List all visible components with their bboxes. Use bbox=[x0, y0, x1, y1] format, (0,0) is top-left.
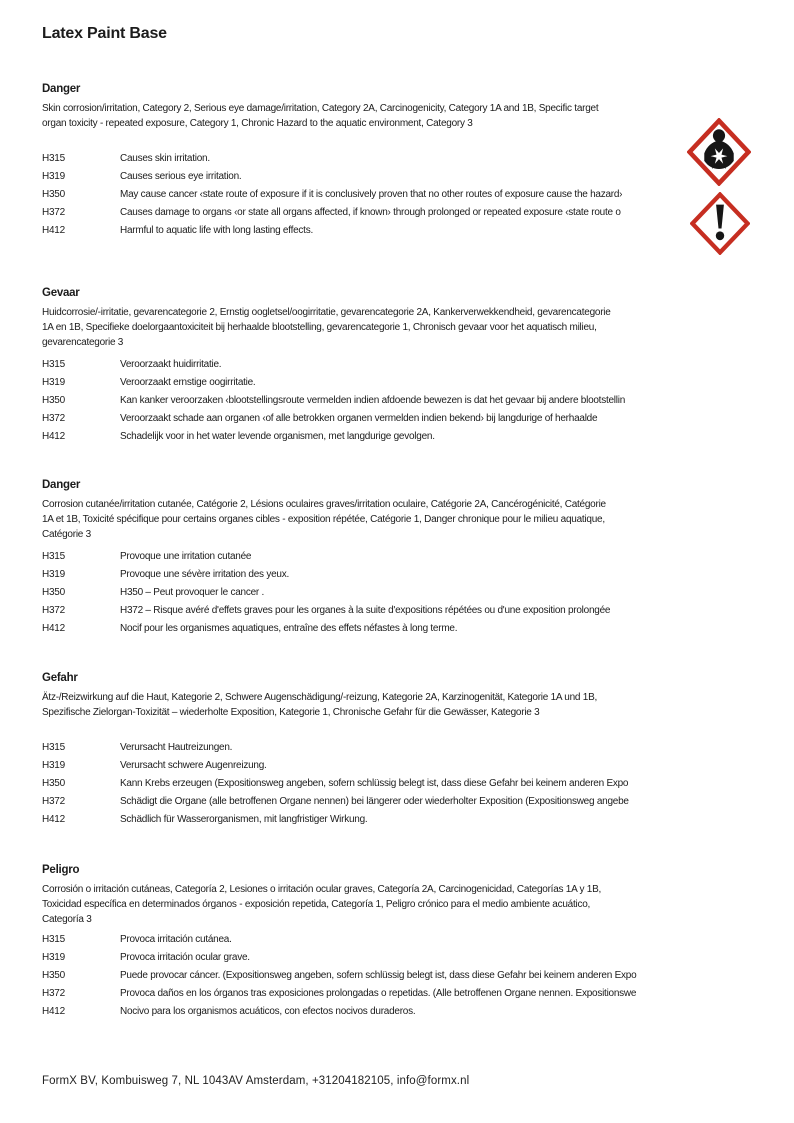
hazard-text: Provoque une irritation cutanée bbox=[120, 551, 252, 562]
hazard-code: H372 bbox=[42, 988, 65, 999]
hazard-row bbox=[42, 952, 682, 970]
section-intro-line: 1A et 1B, Toxicité spécifique pour certains organes cibles - exposition répétée, Catégorie 1, Danger chronique pour le milieu aquatique, bbox=[42, 514, 605, 525]
hazard-row bbox=[42, 934, 682, 952]
hazard-row bbox=[42, 778, 682, 796]
section-heading: Danger bbox=[42, 479, 81, 491]
health-hazard-icon bbox=[687, 118, 751, 186]
hazard-row bbox=[42, 796, 682, 814]
hazard-section-dutch bbox=[42, 287, 682, 449]
hazard-code: H372 bbox=[42, 796, 65, 807]
section-intro-line: Spezifische Zielorgan-Toxizität – wiederholte Exposition, Kategorie 1, Chronische Gefahr für die Gewässer, Kategorie 3 bbox=[42, 707, 540, 718]
hazard-code: H372 bbox=[42, 413, 65, 424]
hazard-row bbox=[42, 1006, 682, 1024]
section-heading: Danger bbox=[42, 83, 81, 95]
hazard-code: H319 bbox=[42, 171, 65, 182]
hazard-row bbox=[42, 569, 682, 587]
hazard-code: H372 bbox=[42, 207, 65, 218]
hazard-row bbox=[42, 988, 682, 1006]
hazard-section-french bbox=[42, 479, 682, 641]
hazard-text: Veroorzaakt schade aan organen ‹of alle betrokken organen vermelden indien bekend› bij langdurige of herhaalde bbox=[120, 413, 598, 424]
hazard-code: H350 bbox=[42, 395, 65, 406]
hazard-text: Nocivo para los organismos acuáticos, con efectos nocivos duraderos. bbox=[120, 1006, 416, 1017]
section-heading: Gefahr bbox=[42, 672, 78, 684]
section-intro-line: Skin corrosion/irritation, Category 2, Serious eye damage/irritation, Category 2A, Carcinogenicity, Category 1A and 1B, Specific target bbox=[42, 103, 599, 114]
hazard-text: Kann Krebs erzeugen (Expositionsweg angeben, sofern schlüssig belegt ist, dass diese Gefahr bei keinem anderen Expo bbox=[120, 778, 629, 789]
section-intro-line: Toxicidad específica en determinados órganos - exposición repetida, Categoría 1, Peligro crónico para el medio ambiente acuático, bbox=[42, 899, 591, 910]
hazard-code: H412 bbox=[42, 1006, 65, 1017]
hazard-code: H372 bbox=[42, 605, 65, 616]
hazard-row bbox=[42, 189, 682, 207]
hazard-row bbox=[42, 377, 682, 395]
hazard-statements bbox=[42, 153, 682, 243]
hazard-row bbox=[42, 551, 682, 569]
hazard-text: Puede provocar cáncer. (Expositionsweg angeben, sofern schlüssig belegt ist, dass diese Gefahr bei keinem anderen Expo bbox=[120, 970, 637, 981]
hazard-row bbox=[42, 225, 682, 243]
hazard-text: May cause cancer ‹state route of exposure if it is conclusively proven that no other routes of exposure cause the hazard› bbox=[120, 189, 623, 200]
hazard-text: Provoca irritación cutánea. bbox=[120, 934, 232, 945]
hazard-row bbox=[42, 760, 682, 778]
hazard-text: Verursacht Hautreizungen. bbox=[120, 742, 233, 753]
hazard-code: H350 bbox=[42, 778, 65, 789]
hazard-section-spanish bbox=[42, 864, 682, 1024]
hazard-code: H315 bbox=[42, 934, 65, 945]
hazard-text: Provoca daños en los órganos tras exposiciones prolongadas o repetidas. (Alle betroffenen Organe nennen. Expositionswe bbox=[120, 988, 637, 999]
hazard-row bbox=[42, 587, 682, 605]
hazard-text: Verursacht schwere Augenreizung. bbox=[120, 760, 267, 771]
hazard-code: H350 bbox=[42, 189, 65, 200]
hazard-code: H319 bbox=[42, 952, 65, 963]
hazard-text: H350 – Peut provoquer le cancer . bbox=[120, 587, 265, 598]
hazard-section-german bbox=[42, 672, 682, 832]
hazard-row bbox=[42, 207, 682, 225]
hazard-row bbox=[42, 171, 682, 189]
exclamation-mark-icon bbox=[690, 192, 750, 255]
hazard-statements bbox=[42, 742, 682, 832]
hazard-code: H315 bbox=[42, 153, 65, 164]
hazard-row bbox=[42, 742, 682, 760]
hazard-text: Causes damage to organs ‹or state all organs affected, if known› through prolonged or repeated exposure ‹state route o bbox=[120, 207, 621, 218]
hazard-statements bbox=[42, 359, 682, 449]
hazard-code: H319 bbox=[42, 569, 65, 580]
hazard-row bbox=[42, 970, 682, 988]
section-intro-line: Corrosion cutanée/irritation cutanée, Catégorie 2, Lésions oculaires graves/irritation oculaire, Catégorie 2A, Cancérogénicité, Catégorie bbox=[42, 499, 606, 510]
hazard-row bbox=[42, 605, 682, 623]
hazard-text: Nocif pour les organismes aquatiques, entraîne des effets néfastes à long terme. bbox=[120, 623, 458, 634]
hazard-text: Harmful to aquatic life with long lasting effects. bbox=[120, 225, 313, 236]
hazard-row bbox=[42, 153, 682, 171]
hazard-text: Provoque une sévère irritation des yeux. bbox=[120, 569, 289, 580]
hazard-text: H372 – Risque avéré d'effets graves pour les organes à la suite d'expositions répétées ou d'une exposition prolongée bbox=[120, 605, 611, 616]
page-title: Latex Paint Base bbox=[42, 25, 167, 42]
hazard-text: Causes serious eye irritation. bbox=[120, 171, 242, 182]
hazard-code: H412 bbox=[42, 814, 65, 825]
hazard-code: H412 bbox=[42, 225, 65, 236]
section-intro-line: Corrosión o irritación cutáneas, Categoría 2, Lesiones o irritación ocular graves, Categoría 2A, Carcinogenicidad, Categorías 1A y 1B, bbox=[42, 884, 602, 895]
hazard-statements bbox=[42, 934, 682, 1024]
hazard-text: Veroorzaakt ernstige oogirritatie. bbox=[120, 377, 256, 388]
hazard-text: Schädigt die Organe (alle betroffenen Organe nennen) bei längerer oder wiederholter Exposition (Expositionsweg angebe bbox=[120, 796, 629, 807]
section-intro-line: Catégorie 3 bbox=[42, 529, 91, 540]
footer-company-info: FormX BV, Kombuisweg 7, NL 1043AV Amsterdam, +31204182105, info@formx.nl bbox=[42, 1075, 470, 1087]
hazard-code: H412 bbox=[42, 623, 65, 634]
section-intro-line: Huidcorrosie/-irritatie, gevarencategorie 2, Ernstig oogletsel/oogirritatie, gevarencategorie 2A, Kankerverwekkendheid, gevarencategorie bbox=[42, 307, 611, 318]
hazard-row bbox=[42, 413, 682, 431]
hazard-text: Provoca irritación ocular grave. bbox=[120, 952, 250, 963]
hazard-text: Kan kanker veroorzaken ‹blootstellingsroute vermelden indien afdoende bewezen is dat het gevaar bij andere blootstellin bbox=[120, 395, 626, 406]
hazard-code: H315 bbox=[42, 742, 65, 753]
hazard-text: Schädlich für Wasserorganismen, mit langfristiger Wirkung. bbox=[120, 814, 368, 825]
hazard-text: Causes skin irritation. bbox=[120, 153, 210, 164]
hazard-code: H315 bbox=[42, 359, 65, 370]
hazard-code: H350 bbox=[42, 970, 65, 981]
section-heading: Peligro bbox=[42, 864, 80, 876]
hazard-text: Schadelijk voor in het water levende organismen, met langdurige gevolgen. bbox=[120, 431, 435, 442]
hazard-statements bbox=[42, 551, 682, 641]
hazard-code: H319 bbox=[42, 760, 65, 771]
hazard-code: H319 bbox=[42, 377, 65, 388]
hazard-code: H412 bbox=[42, 431, 65, 442]
section-intro-line: Ätz-/Reizwirkung auf die Haut, Kategorie 2, Schwere Augenschädigung/-reizung, Kategorie 2A, Karzinogenität, Kategorie 1A und 1B, bbox=[42, 692, 598, 703]
section-heading: Gevaar bbox=[42, 287, 80, 299]
hazard-row bbox=[42, 395, 682, 413]
hazard-row bbox=[42, 814, 682, 832]
hazard-row bbox=[42, 359, 682, 377]
section-intro-line: organ toxicity - repeated exposure, Category 1, Chronic Hazard to the aquatic environment, Category 3 bbox=[42, 118, 473, 129]
section-intro-line: 1A en 1B, Specifieke doelorgaantoxiciteit bij herhaalde blootstelling, gevarencategorie 1, Chronisch gevaar voor het aquatisch milieu, bbox=[42, 322, 597, 333]
section-intro-line: gevarencategorie 3 bbox=[42, 337, 124, 348]
hazard-section-english bbox=[42, 83, 682, 243]
hazard-code: H315 bbox=[42, 551, 65, 562]
section-intro-line: Categoría 3 bbox=[42, 914, 92, 925]
hazard-row bbox=[42, 431, 682, 449]
hazard-code: H350 bbox=[42, 587, 65, 598]
hazard-row bbox=[42, 623, 682, 641]
hazard-text: Veroorzaakt huidirritatie. bbox=[120, 359, 222, 370]
